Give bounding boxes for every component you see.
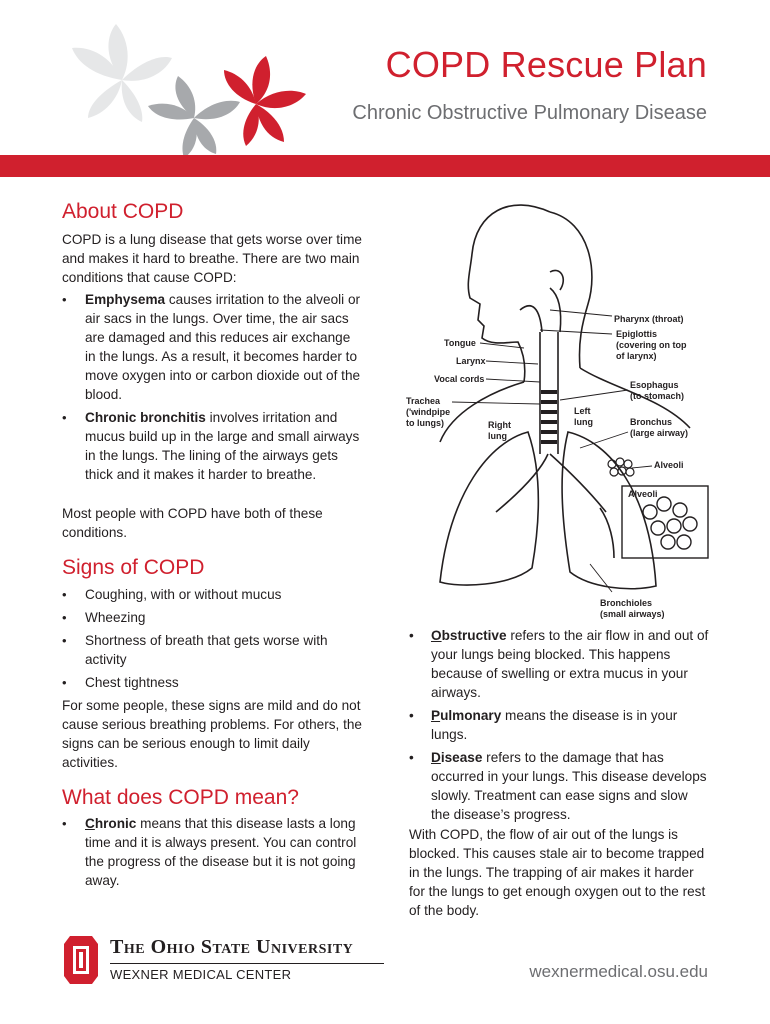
sign-text: Shortness of breath that gets worse with activity — [85, 633, 328, 667]
term-initial: O — [431, 628, 442, 643]
term-emphysema: Emphysema — [85, 292, 166, 307]
about-heading: About COPD — [62, 200, 184, 223]
list-item — [62, 814, 362, 890]
label-bronchioles: Bronchioles (small airways) — [600, 598, 665, 619]
list-item — [62, 608, 362, 627]
list-item — [62, 290, 362, 404]
header-divider-band — [0, 155, 770, 177]
list-item — [409, 706, 709, 744]
label-alveoli-inset: Alveoli — [628, 489, 658, 499]
term-description: means the disease is in your lungs. — [431, 708, 678, 742]
buckeye-leaves-graphic — [44, 18, 344, 168]
page-title: COPD Rescue Plan — [385, 44, 707, 85]
sign-text: Chest tightness — [85, 675, 179, 690]
term-rest: hronic — [94, 816, 137, 831]
label-alveoli: Alveoli — [654, 460, 684, 470]
signs-closing: For some people, these signs are mild and do not cause serious breathing problems. For others, the signs can be serious enough to limit daily activities. — [62, 698, 362, 770]
label-left-lung: Left lung — [574, 406, 593, 427]
term-rest: ulmonary — [440, 708, 502, 723]
label-epiglottis: Epiglottis (covering on top of larynx) — [616, 329, 687, 361]
signs-list — [62, 585, 362, 696]
term-initial: C — [85, 816, 95, 831]
label-trachea: Trachea ('windpipe to lungs) — [406, 396, 451, 428]
right-lung-outline — [440, 432, 538, 585]
respiratory-anatomy-diagram — [400, 192, 730, 632]
alveoli-cluster — [608, 458, 634, 476]
university-name: The Ohio State University — [110, 936, 354, 958]
block-o-logo — [60, 934, 102, 986]
head-back — [550, 212, 592, 368]
list-item — [62, 631, 362, 669]
term-rest: isease — [440, 750, 483, 765]
osu-wexner-logo — [60, 934, 390, 988]
term-initial: P — [431, 708, 441, 723]
meaning-closing: With COPD, the flow of air out of the lungs is blocked. This causes stale air to become trapped in the lungs. The trapping of air makes it harder for the lungs to get enough oxygen out to the rest of the body. — [409, 827, 706, 918]
label-larynx: Larynx — [456, 356, 486, 366]
list-item — [62, 673, 362, 692]
about-closing: Most people with COPD have both of these conditions. — [62, 506, 323, 540]
label-pharynx: Pharynx (throat) — [614, 314, 684, 324]
term-description: refers to the air flow in and out of your lungs being blocked. This happens because of swelling or extra mucus in your airways. — [431, 628, 709, 700]
meaning-list-right — [409, 626, 709, 828]
term-disease — [431, 750, 482, 765]
label-bronchus: Bronchus (large airway) — [630, 417, 689, 438]
label-esophagus: Esophagus (to stomach) — [630, 380, 684, 401]
term-rest: bstructive — [441, 628, 507, 643]
signs-heading: Signs of COPD — [62, 556, 205, 579]
medical-center-name: WEXNER MEDICAL CENTER — [110, 967, 292, 982]
page-subtitle: Chronic Obstructive Pulmonary Disease — [352, 102, 707, 124]
term-description: refers to the damage that has occurred in your lungs. This disease develops slowly. Treatment can ease signs and slow the disease’s progress. — [431, 750, 707, 822]
meaning-list-left — [62, 814, 362, 894]
term-initial: D — [431, 750, 441, 765]
label-tongue: Tongue — [444, 338, 476, 348]
about-list — [62, 290, 362, 488]
bronchi — [496, 454, 614, 558]
sign-text: Wheezing — [85, 610, 146, 625]
footer-url[interactable]: wexnermedical.osu.edu — [529, 962, 708, 981]
label-vocal-cords: Vocal cords — [434, 374, 485, 384]
label-right-lung: Right lung — [488, 420, 511, 441]
list-item — [409, 626, 709, 702]
list-item — [409, 748, 709, 824]
meaning-heading: What does COPD mean? — [62, 786, 299, 809]
about-intro: COPD is a lung disease that gets worse over time and makes it hard to breathe. There are two main conditions that cause COPD: — [62, 232, 362, 285]
term-chronic — [85, 816, 136, 831]
sign-text: Coughing, with or without mucus — [85, 587, 282, 602]
list-item — [62, 408, 362, 484]
logo-divider — [110, 963, 384, 964]
term-pulmonary — [431, 708, 501, 723]
list-item — [62, 585, 362, 604]
alveoli-inset-sacs — [643, 497, 697, 549]
ear — [550, 270, 563, 290]
term-chronic-bronchitis: Chronic bronchitis — [85, 410, 206, 425]
term-description: involves irritation and mucus build up in the large and small airways in the lungs. The lining of the airways gets thick and it makes it harder to breathe. — [85, 410, 360, 482]
left-lung-outline — [562, 432, 656, 589]
term-description: causes irritation to the alveoli or air sacs in the lungs. Over time, the air sacs are damaged and this reduces air exchange in the lungs. As a result, it becomes harder to move oxygen into or carbon dioxide out of the blood. — [85, 292, 361, 402]
term-description: means that this disease lasts a long time and it is always present. You can control the progress of the disease but it is not going away. — [85, 816, 357, 888]
trachea-rings — [541, 392, 557, 442]
